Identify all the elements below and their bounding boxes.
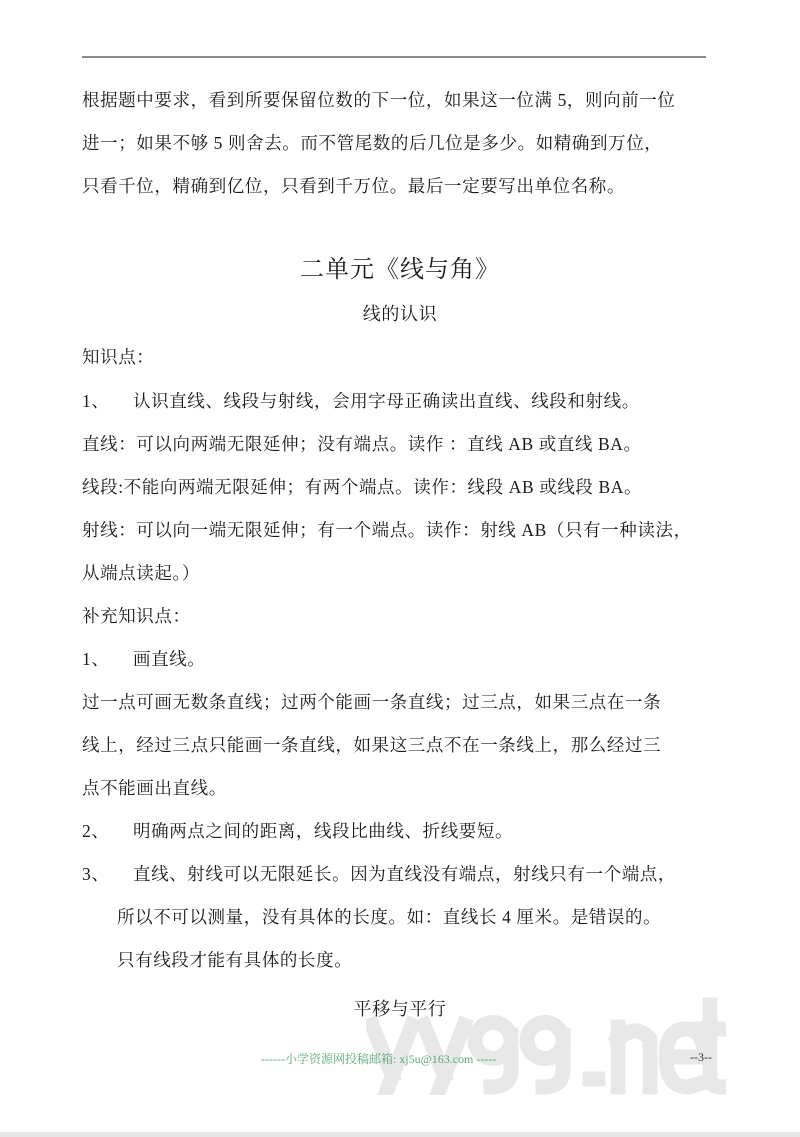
ray-definition-cont: 从端点读起。） (82, 563, 200, 583)
line-definition: 直线：可以向两端无限延伸；没有端点。读作 ：直线 AB 或直线 BA。 (82, 434, 642, 454)
item-number: 2、 (82, 821, 110, 841)
unit-title: 二单元《线与角》 (300, 257, 500, 283)
header-rule (82, 56, 706, 58)
paragraph-line: 进一；如果不够 5 则舍去。而不管尾数的后几位是多少。如精确到万位， (82, 133, 663, 153)
supplement-label: 补充知识点： (82, 606, 191, 626)
item-text: 认识直线、线段与射线，会用字母正确读出直线、线段和射线。 (133, 391, 640, 411)
segment-definition: 线段:不能向两端无限延伸；有两个端点。读作：线段 AB 或线段 BA。 (82, 477, 643, 497)
paragraph-line: 点不能画出直线。 (82, 778, 227, 798)
ray-definition: 射线：可以向一端无限延伸；有一个端点。读作：射线 AB（只有一种读法， (82, 520, 692, 540)
item-number: 3、 (82, 864, 110, 884)
item-text: 明确两点之间的距离，线段比曲线、折线要短。 (133, 821, 514, 841)
list-item (82, 863, 676, 885)
page-number: --3-- (690, 1050, 712, 1064)
paragraph-line: 线上，经过三点只能画一条直线，如果这三点不在一条线上，那么经过三 (82, 735, 662, 755)
list-item (82, 390, 640, 412)
knowledge-label: 知识点： (82, 347, 155, 367)
item-text: 直线、射线可以无限延长。因为直线没有端点，射线只有一个端点， (133, 864, 676, 884)
footer-text: ------小学资源网投稿邮箱: xj5u@163.com ----- (261, 1052, 497, 1066)
paragraph-line: 过一点可画无数条直线；过两个能画一条直线；过三点，如果三点在一条 (82, 692, 662, 712)
item-text: 画直线。 (133, 649, 206, 669)
list-item (82, 648, 205, 670)
section-title: 线的认识 (362, 304, 438, 324)
paragraph-line: 根据题中要求，看到所要保留位数的下一位，如果这一位满 5，则向前一位 (82, 90, 676, 110)
page-edge (0, 1132, 800, 1137)
list-item (82, 820, 513, 842)
item-number: 1、 (82, 649, 110, 669)
section-title: 平移与平行 (353, 999, 447, 1019)
paragraph-line: 只看千位，精确到亿位，只看到千万位。最后一定要写出单位名称。 (82, 176, 625, 196)
paragraph-line: 所以不可以测量，没有具体的长度。如：直线长 4 厘米。是错误的。 (117, 907, 662, 927)
paragraph-line: 只有线段才能有具体的长度。 (117, 950, 353, 970)
item-number: 1、 (82, 391, 110, 411)
